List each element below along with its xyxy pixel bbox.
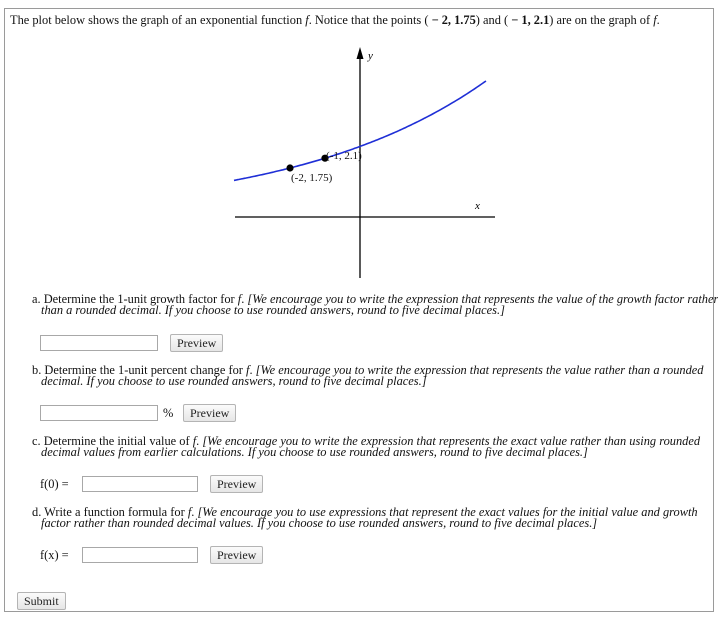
- intro-f-2: f: [653, 13, 657, 27]
- point-label-2: (-1, 2.1): [326, 150, 362, 163]
- question-c: [32, 436, 700, 458]
- growth-factor-input[interactable]: [40, 335, 158, 351]
- question-a-text: a. Determine the 1-unit growth factor for: [32, 292, 238, 306]
- question-d: [32, 507, 698, 529]
- x-axis-label: x: [475, 200, 480, 212]
- function-plot: [225, 40, 495, 280]
- plot-points: [286, 150, 362, 184]
- question-d-text: d. Write a function formula for: [32, 505, 188, 519]
- question-c-hint-2: decimal values from earlier calculations. If you choose to use rounded answers, round to five decimal places.]: [41, 445, 588, 459]
- point-label-1: (-2, 1.75): [291, 172, 333, 184]
- preview-button-b[interactable]: Preview: [183, 404, 236, 422]
- question-a: [32, 294, 718, 316]
- fx-label: f(x) =: [40, 548, 69, 562]
- question-c-dot: .: [196, 434, 203, 448]
- percent-change-input[interactable]: [40, 405, 158, 421]
- question-a-hint-1: [We encourage you to write the expression that represents the value of the growth factor rather: [247, 292, 718, 306]
- intro-point-2: − 1, 2.1: [511, 13, 550, 27]
- intro-suffix: ) are on the graph of: [549, 13, 654, 27]
- question-b-hint-1: [We encourage you to write the expression that represents the value rather than a rounded: [255, 363, 704, 377]
- preview-button-c[interactable]: Preview: [210, 475, 263, 493]
- intro-prefix: The plot below shows the graph of an exponential function: [10, 13, 306, 27]
- preview-button-a[interactable]: Preview: [170, 334, 223, 352]
- question-d-hint-2: factor rather than rounded decimal values. If you choose to use rounded answers, round to five decimal places.]: [41, 516, 598, 530]
- intro-and: ) and (: [475, 13, 512, 27]
- intro-point-1: − 2, 1.75: [431, 13, 476, 27]
- f0-label: f(0) =: [40, 477, 69, 491]
- question-c-hint-1: [We encourage you to write the expression that represents the exact value rather than using rounded: [202, 434, 701, 448]
- function-formula-input[interactable]: [82, 547, 198, 563]
- submit-button[interactable]: Submit: [17, 592, 66, 610]
- intro-end: .: [656, 13, 660, 27]
- initial-value-input[interactable]: [82, 476, 198, 492]
- question-c-f: f: [192, 434, 197, 448]
- question-b-f: f: [246, 363, 250, 377]
- question-d-hint-1: [We encourage you to use expressions that represent the exact values for the initial value and growth: [197, 505, 698, 519]
- point-marker-1: [286, 164, 293, 171]
- question-c-text: c. Determine the initial value of: [32, 434, 193, 448]
- preview-button-d[interactable]: Preview: [210, 546, 263, 564]
- question-b-hint-2: decimal. If you choose to use rounded answers, round to five decimal places.]: [41, 374, 427, 388]
- percent-unit: %: [163, 406, 174, 420]
- y-axis-label: y: [368, 50, 373, 62]
- intro-mid: . Notice that the points (: [308, 13, 432, 27]
- question-a-dot: .: [241, 292, 248, 306]
- intro-f: f: [305, 13, 309, 27]
- question-b: [32, 365, 703, 387]
- question-d-dot: .: [191, 505, 198, 519]
- question-b-text: b. Determine the 1-unit percent change for: [32, 363, 246, 377]
- question-a-hint-2: than a rounded decimal. If you choose to use rounded answers, round to five decimal places.]: [41, 303, 505, 317]
- intro-text: [10, 13, 660, 28]
- question-d-f: f: [187, 505, 192, 519]
- question-b-dot: .: [249, 363, 256, 377]
- question-a-f: f: [237, 292, 242, 306]
- y-axis: [357, 47, 364, 278]
